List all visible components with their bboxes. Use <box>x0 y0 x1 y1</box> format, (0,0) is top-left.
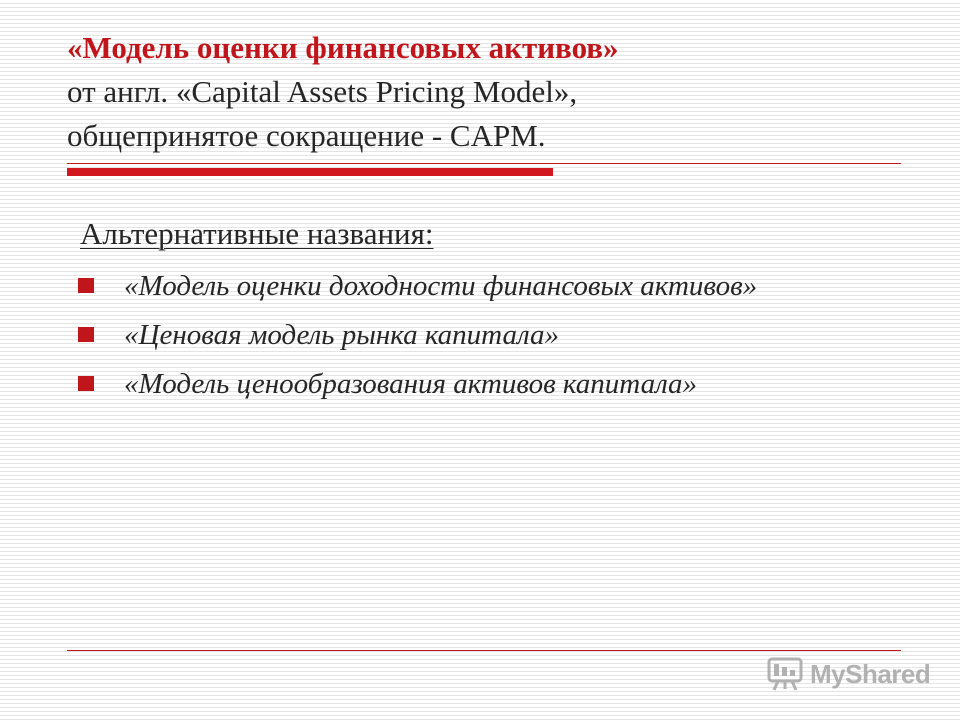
title-abbreviation: общепринятое сокращение - CAPM. <box>67 118 546 153</box>
title-divider-thick <box>67 168 553 176</box>
watermark-label: MyShared <box>810 658 931 689</box>
square-bullet-icon <box>78 327 94 342</box>
title-origin: от англ. «Capital Assets Pricing Model», <box>67 74 578 109</box>
square-bullet-icon <box>78 278 94 293</box>
title-divider-thin <box>67 163 901 164</box>
list-item <box>78 362 908 411</box>
square-bullet-icon <box>78 376 94 391</box>
myshared-watermark[interactable] <box>766 655 930 693</box>
list-item-text: «Модель оценки доходности финансовых активов» <box>124 270 758 302</box>
footer-divider <box>67 650 901 651</box>
alternative-names-heading: Альтернативные названия: <box>80 216 434 251</box>
list-item-text: «Модель ценообразования активов капитала» <box>124 368 698 400</box>
list-item <box>78 313 908 362</box>
list-item-text: «Ценовая модель рынка капитала» <box>124 319 559 351</box>
title-main: «Модель оценки финансовых активов» <box>67 30 619 65</box>
slide-title <box>67 26 927 158</box>
list-item <box>78 264 908 313</box>
presentation-screen-icon <box>766 655 804 693</box>
alternative-names-list <box>78 264 908 411</box>
